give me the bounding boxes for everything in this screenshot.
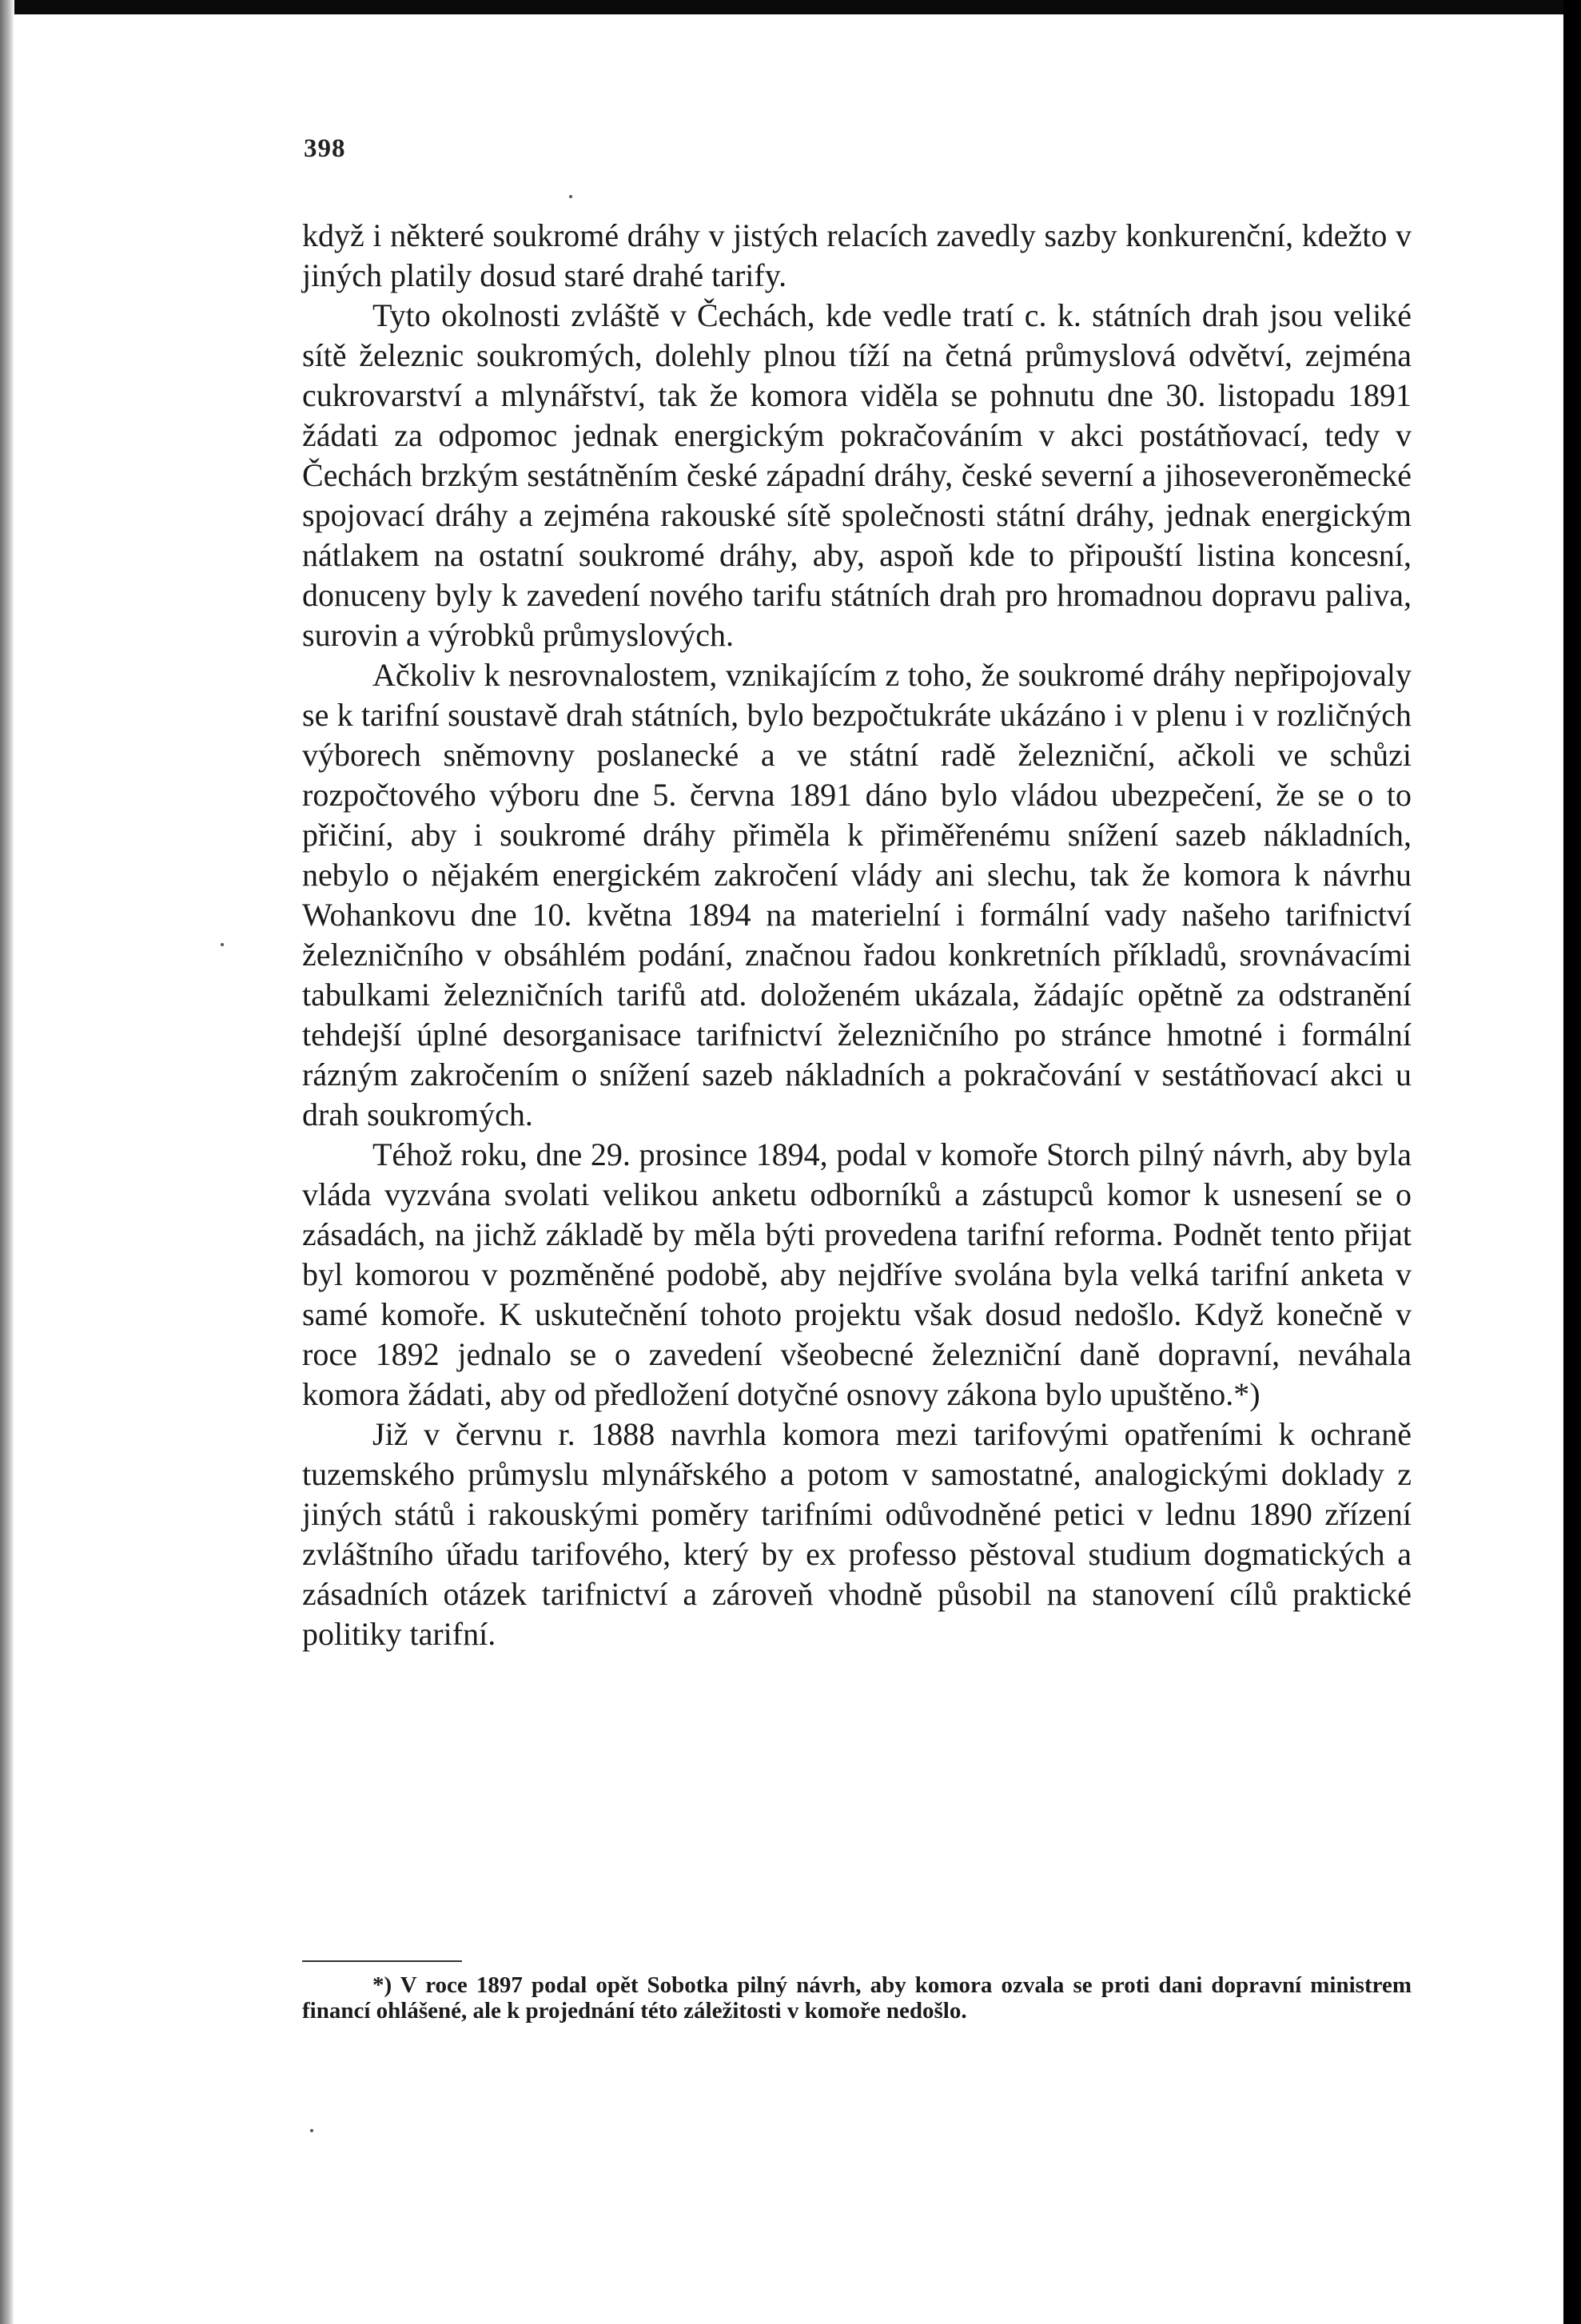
paragraph-4: Téhož roku, dne 29. prosince 1894, podal v komoře Storch pilný návrh, aby byla vláda vyzvána svolati velikou anketu odborníků a zástupců komor k usnesení se o zásadách, na jichž základě by měla býti provedena tarifní reforma. Podnět tento přijat byl komorou v pozměněné podobě, aby nejdříve svolána byla velká tarifní anketa v samé komoře. K uskutečnění tohoto projektu však dosud nedošlo. Když konečně v roce 1892 jednalo se o zavedení všeobecné železniční daně dopravní, neváhala komora žádati, aby od předložení dotyčné osnovy zákona bylo upuštěno.*) [302,1136,1412,1412]
footnote: *) V roce 1897 podal opět Sobotka pilný návrh, aby komora ozvala se proti dani dopravní ministrem financí ohlášené, ale k projednání této záležitosti v komoře nedošlo. [302,1972,1412,2024]
scan-speck [221,943,224,946]
paragraph-3: Ačkoliv k nesrovnalostem, vznikajícím z toho, že soukromé dráhy nepřipojovaly se k tarifní soustavě drah státních, bylo bezpočtukráte ukázáno i v plenu i v rozličných výborech sněmovny poslanecké a ve státní radě železniční, ačkoli ve schůzi rozpočtového výboru dne 5. června 1891 dáno bylo vládou ubezpečení, že se o to přičiní, aby i soukromé dráhy přiměla k přiměřenému snížení sazeb nákladních, nebylo o nějakém energickém zakročení vlády ani slechu, tak že komora k návrhu Wohankovu dne 10. května 1894 na materielní i formální vady našeho tarifnictví železničního v obsáhlém podání, značnou řadou konkretních příkladů, srovnávacími tabulkami železničních tarifů atd. doloženém ukázala, žádajíc opětně za odstranění tehdejší úplné desorganisace tarifnictví železničního po stránce hmotné i formální rázným zakročením o snížení sazeb nákladních a pokračování v sestátňovací akci u drah soukromých. [302,657,1412,1132]
paragraph-2: Tyto okolnosti zvláště v Čechách, kde vedle tratí c. k. státních drah jsou veliké sítě železnic soukromých, dolehly plnou tíží na četná průmyslová odvětví, zejména cukrovarství a mlynářství, tak že komora viděla se pohnutu dne 30. listopadu 1891 žádati za odpomoc jednak energickým pokračováním v akci postátňovací, tedy v Čechách brzkým sestátněním české západní dráhy, české severní a jihoseveroněmecké spojovací dráhy a zejména rakouské sítě společnosti státní dráhy, jednak energickým nátlakem na ostatní soukromé dráhy, aby, aspoň kde to připouští listina koncesní, donuceny byly k zavedení nového tarifu státních drah pro hromadnou dopravu paliva, surovin a výrobků průmyslových. [302,297,1412,653]
scan-right-border [1563,0,1581,2324]
scan-speck [310,2129,313,2132]
scan-speck [569,195,572,198]
scan-left-border [0,0,14,2324]
paragraph-1: když i některé soukromé dráhy v jistých relacích zavedly sazby konkurenční, kdežto v jiných platily dosud staré drahé tarify. [302,217,1412,293]
page-number: 398 [304,134,346,163]
footnote-divider [302,1960,462,1962]
body-text [302,216,1412,1654]
scan-top-border [0,0,1581,14]
paragraph-5: Již v červnu r. 1888 navrhla komora mezi tarifovými opatřeními k ochraně tuzemského průmyslu mlynářského a potom v samostatné, analogickými doklady z jiných států i rakouskými poměry tarifními odůvodněné petici v lednu 1890 zřízení zvláštního úřadu tarifového, který by ex professo pěstoval studium dogmatických a zásadních otázek tarifnictví a zároveň vhodně působil na stanovení cílů praktické politiky tarifní. [302,1416,1412,1652]
